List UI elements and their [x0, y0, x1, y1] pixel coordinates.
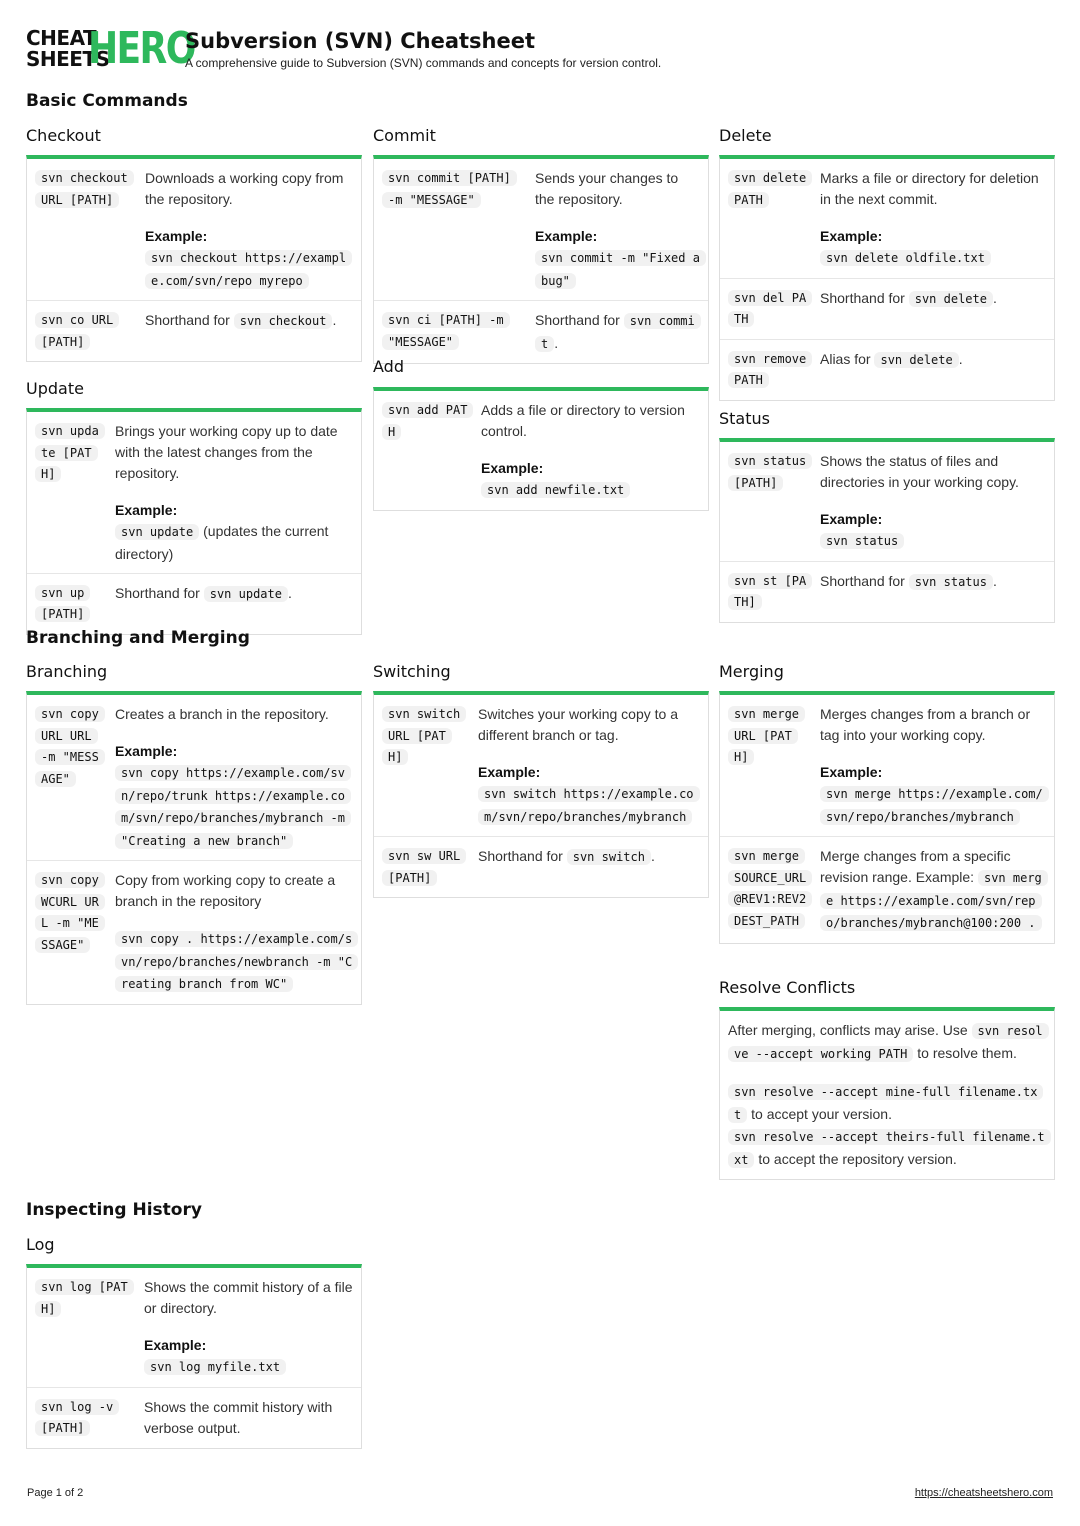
description-text: Copy from working copy to create a branch in the repository: [115, 872, 336, 909]
command-cell: [382, 168, 535, 292]
page-number: Page 1 of 2: [27, 1487, 84, 1499]
inline-code: svn delete: [909, 291, 993, 307]
inline-code: svn resolve --accept theirs-full filename.txt: [728, 1129, 1051, 1168]
example-code: svn update: [115, 524, 199, 540]
description-cell: [144, 1277, 353, 1379]
example-label: Example:: [115, 502, 178, 518]
table-row: [27, 412, 361, 574]
command-cell: [382, 846, 478, 889]
table-row: [720, 837, 1054, 943]
command-code: svn merge URL [PATH]: [728, 706, 805, 765]
description-cell: [115, 421, 353, 565]
card-title-resolve-conflicts: Resolve Conflicts: [719, 978, 856, 997]
card-title-delete: Delete: [719, 126, 772, 145]
command-cell: [382, 400, 481, 502]
card-title-status: Status: [719, 409, 770, 428]
table-row: [720, 562, 1054, 622]
cheatsheets-hero-logo[interactable]: [26, 23, 195, 74]
section-heading-branching-merging: Branching and Merging: [26, 628, 250, 648]
command-code: svn checkout URL [PATH]: [35, 170, 134, 208]
description-cell: Shorthand for svn commit .: [535, 310, 700, 355]
description-text: Downloads a working copy from the repository.: [145, 170, 344, 207]
command-cell: [728, 168, 820, 270]
description-text: Shorthand for: [115, 584, 200, 601]
command-code: svn copy URL URL -m "MESSAGE": [35, 706, 105, 787]
card-checkout: [26, 155, 362, 362]
table-row: [374, 837, 708, 897]
inline-code: svn delete: [874, 352, 958, 368]
example-code: svn commit -m "Fixed a bug": [535, 250, 706, 289]
logo-word-cheat: CHEAT: [26, 26, 97, 50]
table-row: [27, 574, 361, 634]
card-update: [26, 408, 362, 635]
description-text: Shows the status of files and directories in your working copy.: [820, 453, 1019, 490]
card-log: [26, 1264, 362, 1449]
description-text: Brings your working copy up to date with the latest changes from the repository.: [115, 423, 338, 481]
example-label: Example:: [145, 228, 208, 244]
description-text: Shorthand for: [820, 289, 905, 306]
table-row: [720, 695, 1054, 837]
command-code: svn log [PATH]: [35, 1279, 134, 1317]
table-row: [720, 279, 1054, 340]
description-cell: [535, 168, 700, 292]
description-cell: [481, 400, 700, 502]
description-cell: [820, 846, 1046, 935]
table-row: [720, 442, 1054, 562]
card-add: [373, 387, 709, 511]
description-cell: [820, 451, 1046, 553]
example-code: svn merge https://example.com/svn/repo/branches/mybranch: [820, 786, 1049, 825]
command-cell: [728, 846, 820, 935]
command-code: svn switch URL [PATH]: [382, 706, 466, 765]
command-code: svn status [PATH]: [728, 453, 812, 491]
card-resolve-conflicts: [719, 1007, 1055, 1180]
description-cell: Shorthand for svn delete .: [820, 289, 997, 306]
example-code: svn copy . https://example.com/svn/repo/branches/newbranch -m "Creating branch from WC": [115, 931, 358, 992]
description-text: to accept your version.: [751, 1105, 892, 1122]
command-cell: [35, 168, 145, 292]
card-title-update: Update: [26, 379, 84, 398]
command-cell: [35, 583, 115, 626]
inline-code: svn status: [909, 574, 993, 590]
command-code: svn delete PATH: [728, 170, 812, 208]
command-code: svn ci [PATH] -m "MESSAGE": [382, 312, 510, 350]
example-label: Example:: [820, 511, 883, 527]
description-cell: [145, 168, 353, 292]
command-cell: [35, 421, 115, 565]
table-row: [374, 301, 708, 363]
example-label: Example:: [481, 460, 544, 476]
card-commit: [373, 155, 709, 364]
command-code: svn co URL [PATH]: [35, 312, 119, 350]
table-row: [374, 159, 708, 301]
card-branching: [26, 691, 362, 1005]
table-row: [720, 340, 1054, 400]
table-row: [27, 159, 361, 301]
example-code: svn checkout https://example.com/svn/repo myrepo: [145, 250, 352, 289]
description-text: Shorthand for: [820, 572, 905, 589]
card-delete: [719, 155, 1055, 401]
example-label: Example:: [820, 228, 883, 244]
card-title-commit: Commit: [373, 126, 436, 145]
description-cell: Shorthand for svn switch .: [478, 848, 655, 864]
section-heading-basic-commands: Basic Commands: [26, 91, 188, 111]
table-row: [720, 1011, 1054, 1179]
page-title: Subversion (SVN) Cheatsheet: [185, 29, 536, 53]
command-cell: [35, 310, 145, 353]
command-cell: [382, 310, 535, 355]
inline-code: svn switch: [567, 849, 651, 865]
command-code: svn commit [PATH] -m "MESSAGE": [382, 170, 517, 208]
card-status: [719, 438, 1055, 623]
table-row: [720, 159, 1054, 279]
command-cell: [728, 704, 820, 828]
example-note: (updates the current directory): [115, 523, 329, 562]
inline-code: svn resolve --accept working PATH: [728, 1023, 1049, 1062]
example-code: svn copy https://example.com/svn/repo/trunk https://example.com/svn/repo/branches/mybranch -m "Creating a new branch": [115, 765, 351, 849]
description-text: Switches your working copy to a different branch or tag.: [478, 706, 678, 743]
description-text: Shows the commit history with verbose output.: [144, 1398, 333, 1436]
command-code: svn copy WCURL URL -m "MESSAGE": [35, 872, 105, 953]
example-code: svn status: [820, 533, 904, 549]
example-code: svn log myfile.txt: [144, 1359, 286, 1375]
table-row: [374, 391, 708, 510]
inline-code: svn checkout: [234, 313, 333, 329]
description-cell: [144, 1397, 353, 1440]
table-row: [374, 695, 708, 837]
description-text: Shorthand for: [145, 312, 230, 328]
card-title-branching: Branching: [26, 662, 108, 681]
footer-website-link[interactable]: https://cheatsheetshero.com: [914, 1487, 1053, 1499]
command-code: svn up [PATH]: [35, 585, 90, 623]
inline-code: svn commit: [535, 313, 701, 352]
description-text: Sends your changes to the repository.: [535, 170, 679, 207]
description-text: After merging, conflicts may arise. Use: [728, 1022, 968, 1038]
card-title-checkout: Checkout: [26, 126, 101, 145]
command-code: svn merge SOURCE_URL @REV1:REV2 DEST_PATH: [728, 848, 812, 929]
description-cell: [478, 704, 700, 828]
table-row: [27, 861, 361, 1004]
description-cell: After merging, conflicts may arise. Use svn resolve --accept working PATH to resolve them. svn resolve --accept mine-full filename.txt to accept your version. svn resolve --accept theirs-full filename.txt to accept the repository version.: [728, 1020, 1046, 1171]
command-cell: [728, 571, 820, 614]
command-code: svn update [PATH]: [35, 423, 105, 482]
command-code: svn sw URL [PATH]: [382, 848, 466, 886]
description-text: Merge changes from a specific revision range. Example:: [820, 848, 1011, 885]
description-text: Marks a file or directory for deletion in the next commit.: [820, 170, 1039, 207]
card-title-merging: Merging: [719, 662, 784, 681]
description-cell: [820, 168, 1046, 270]
command-cell: [35, 1277, 144, 1379]
command-code: svn add PATH: [382, 402, 473, 440]
table-row: [27, 695, 361, 861]
page-subtitle: A comprehensive guide to Subversion (SVN) commands and concepts for version control.: [185, 56, 662, 70]
description-text: Adds a file or directory to version control.: [481, 402, 685, 439]
description-text: Shows the commit history of a file or directory.: [144, 1279, 353, 1316]
description-cell: Alias for svn delete .: [820, 350, 963, 367]
section-heading-inspecting-history: Inspecting History: [26, 1200, 202, 1220]
example-code: svn add newfile.txt: [481, 482, 630, 498]
command-cell: [382, 704, 478, 828]
table-row: [27, 1268, 361, 1388]
command-code: svn log -v [PATH]: [35, 1399, 119, 1437]
command-cell: [728, 451, 820, 553]
command-code: svn del PATH: [728, 290, 812, 328]
table-row: [27, 1388, 361, 1448]
description-text: to accept the repository version.: [758, 1150, 957, 1167]
card-switching: [373, 691, 709, 898]
card-title-switching: Switching: [373, 662, 451, 681]
inline-code: svn resolve --accept mine-full filename.txt: [728, 1084, 1043, 1123]
inline-code: svn merge https://example.com/svn/repo/branches/mybranch@100:200 .: [820, 870, 1048, 931]
table-row: [27, 301, 361, 361]
description-text: Creates a branch in the repository.: [115, 706, 329, 722]
logo-word-hero: HERO: [88, 23, 195, 74]
example-label: Example:: [478, 764, 541, 780]
description-cell: Shorthand for svn update .: [115, 584, 292, 601]
description-cell: Shorthand for svn status .: [820, 572, 997, 589]
description-cell: [820, 704, 1046, 828]
inline-code: svn update: [204, 586, 288, 602]
command-cell: [35, 1397, 144, 1440]
command-cell: [728, 349, 820, 392]
command-code: svn remove PATH: [728, 351, 812, 389]
command-cell: [35, 704, 115, 852]
command-code: svn st [PATH]: [728, 573, 812, 611]
description-cell: [115, 870, 353, 996]
description-text: Merges changes from a branch or tag into your working copy.: [820, 706, 1031, 743]
card-title-log: Log: [26, 1235, 55, 1254]
example-label: Example:: [820, 764, 883, 780]
example-label: Example:: [535, 228, 598, 244]
card-merging: [719, 691, 1055, 944]
description-cell: [115, 704, 353, 852]
example-code: svn delete oldfile.txt: [820, 250, 991, 266]
command-cell: [728, 288, 820, 331]
description-text: Shorthand for: [478, 848, 563, 864]
description-text: Shorthand for: [535, 312, 620, 328]
example-label: Example:: [144, 1337, 207, 1353]
command-cell: [35, 870, 115, 996]
description-cell: Shorthand for svn checkout .: [145, 312, 337, 328]
description-text: Alias for: [820, 350, 871, 367]
example-label: Example:: [115, 743, 178, 759]
logo-word-sheets: SHEETS: [26, 47, 110, 71]
example-code: svn switch https://example.com/svn/repo/branches/mybranch: [478, 786, 700, 825]
card-title-add: Add: [373, 357, 404, 376]
